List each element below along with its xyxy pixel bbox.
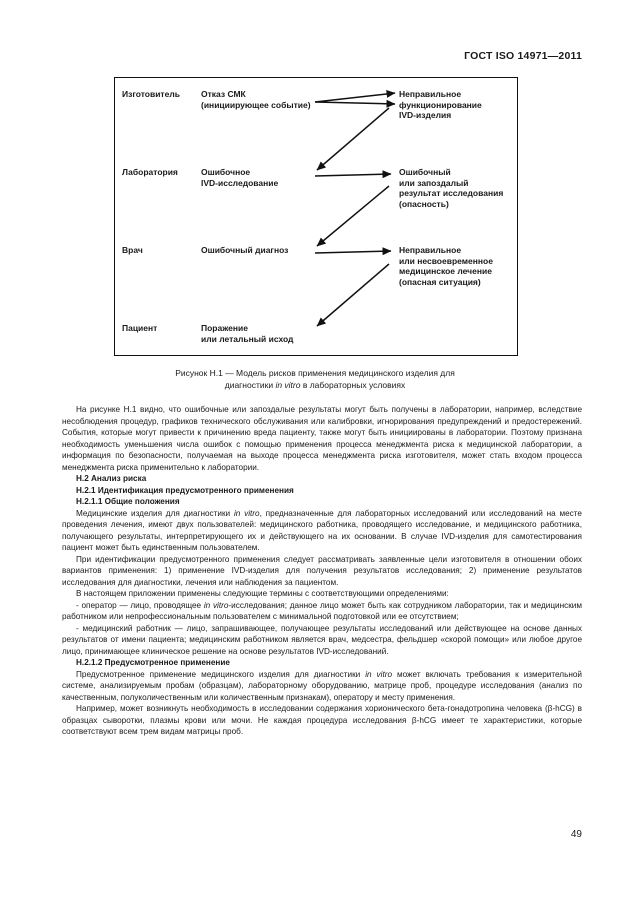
actor-laboratory: Лаборатория (122, 167, 178, 177)
outcome-manufacturer: Неправильное функционирование IVD-изделия (399, 89, 482, 120)
paragraph-1: На рисунке Н.1 видно, что ошибочные или запоздалые результаты могут быть получены в лаборатории, например, вследствие несоблюдения процедур, графиков технического обслуживания или калибровки, игнорирования предупреждений и предостережений. События, которые могут привести к причинению вреда пациенту, также могут быть инициированы в лаборатории. Поэтому признана необходимость уменьшения числа ошибок с помощью применения процесса менеджмента риска к медицинской лаборатории, а информация по безопасности, получаемая на выходе процесса менеджмента риска изготовителя, может стать входом процесса менеджмента риска применительно к лаборатории. (62, 405, 582, 472)
arrow-horizontal-1b (315, 102, 395, 104)
heading-h2-1: Н.2.1 Идентификация предусмотренного применения (76, 485, 294, 495)
event-laboratory: Ошибочное IVD-исследование (201, 167, 279, 188)
definition-operator: - оператор — лицо, проводящее in vitro-исследования; данное лицо может быть как сотрудником лаборатории, так и медицинским работником или непрофессиональным пользователем с минимальной подготовкой или ее отсутствием; (62, 600, 582, 621)
heading-h2-1-1: Н.2.1.1 Общие положения (76, 497, 180, 506)
risk-model-figure (114, 77, 518, 356)
body-text (62, 404, 582, 738)
arrow-horizontal-1 (315, 93, 395, 102)
heading-h2-1-2: Н.2.1.2 Предусмотренное применение (76, 658, 230, 667)
paragraph-4: В настоящем приложении применены следующие термины с соответствующими определениями: (76, 589, 449, 598)
definition-medical-worker: - медицинский работник — лицо, запрашивающее, получающее результаты исследований или действующее на основе данных результатов от имени пациента; медицинским работником является врач, медсестра, фельдшер «скорой помощи» или любое другое лицо, принимающее клиническое решение на основе результатов IVD-исследований. (62, 623, 582, 656)
arrow-horizontal-3 (315, 251, 391, 253)
heading-h2: Н.2 Анализ риска (76, 474, 147, 483)
outcome-physician: Неправильное или несвоевременное медицинское лечение (опасная ситуация) (399, 245, 493, 287)
figure-caption: Рисунок Н.1 — Модель рисков применения медицинского изделия для диагностики in vitro в лабораторных условиях (175, 368, 455, 390)
paragraph-3: При идентификации предусмотренного применения следует рассматривать заявленные цели изготовителя в отношении обоих вариантов применения: 1) применение IVD-изделия для получения результатов исследования; 2) применение результатов исследования для диагностики, лечения или наблюдения за пациентом. (62, 554, 582, 587)
paragraph-8: Например, может возникнуть необходимость в исследовании содержания хорионического бета-гонадотропина человека (β-hCG) в образцах сыворотки, плазмы крови или мочи. Не каждая процедура исследования β-hCG имеет те характеристики, которые соответствуют всем трем видам матрицы проб. (62, 704, 582, 736)
arrow-diagonal-1 (317, 108, 389, 170)
arrow-diagonal-3 (317, 264, 389, 326)
event-manufacturer: Отказ СМК (инициирующее событие) (201, 89, 311, 110)
event-physician: Ошибочный диагноз (201, 245, 289, 255)
arrow-horizontal-2 (315, 174, 391, 176)
actor-manufacturer: Изготовитель (122, 89, 180, 99)
actor-patient: Пациент (122, 323, 158, 333)
outcome-laboratory: Ошибочный или запоздалый результат исследования (опасность) (399, 167, 504, 209)
page-number: 49 (570, 829, 582, 840)
arrow-diagonal-2 (317, 186, 389, 246)
actor-physician: Врач (122, 245, 143, 255)
paragraph-7: Предусмотренное применение медицинского изделия для диагностики in vitro может включать требования к измерительной системе, анализируемым пробам (образцам), лабораторному оборудованию, матрице проб, процедуре исследования (анализ по качественным, полуколичественным или количественным признакам), оператору и месту применения. (62, 669, 582, 702)
standard-header: ГОСТ ISO 14971—2011 (464, 50, 582, 62)
event-patient: Поражение или летальный исход (201, 323, 294, 344)
paragraph-2: Медицинские изделия для диагностики in vitro, предназначенные для лабораторных исследований или исследований на месте проведения лечения, имеют двух пользователей: медицинского работника, проводящего исследование, и медицинского работника, получающего результаты, интерпретирующего их и действующего на их основании. В случае IVD-изделия для самотестирования пациент может быть единственным пользователем. (62, 508, 582, 552)
